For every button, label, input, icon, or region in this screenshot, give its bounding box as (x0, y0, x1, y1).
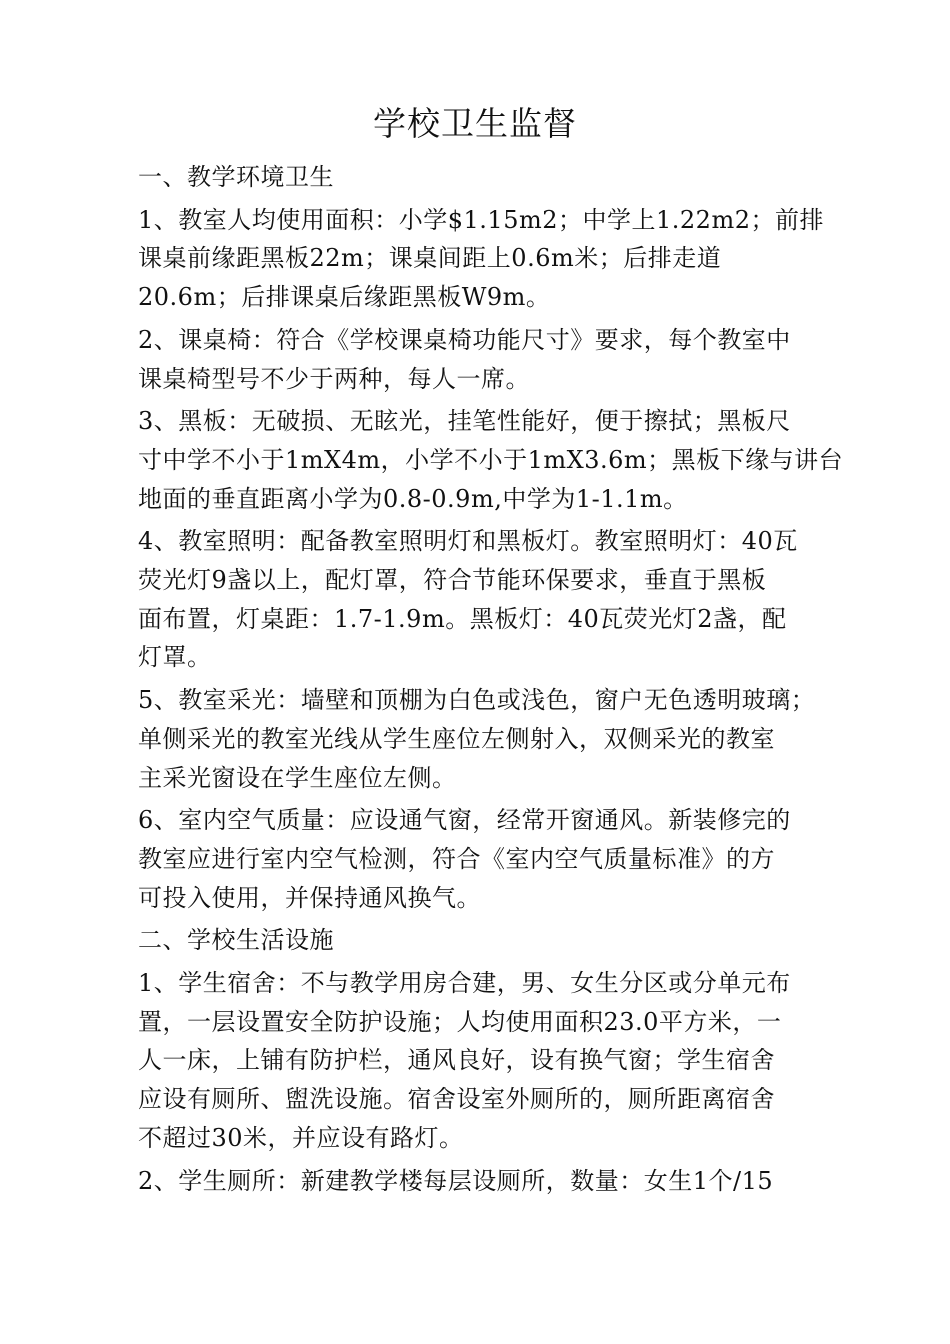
paragraph-line: 课桌椅型号不少于两种，每人一席。 (138, 364, 530, 393)
paragraph (138, 522, 828, 677)
document-body (138, 158, 844, 1204)
section-heading: 二、学校生活设施 (138, 926, 334, 955)
paragraph-line: 6、室内空气质量：应设通气窗，经常开窗通风。新装修完的 (138, 806, 791, 835)
paragraph-line: 可投入使用，并保持通风换气。 (138, 883, 481, 912)
paragraph-line: 主采光窗设在学生座位左侧。 (138, 763, 457, 792)
paragraph-line: 1、教室人均使用面积：小学$1.15m2；中学上1.22m2；前排 (138, 205, 824, 234)
paragraph-line: 3、黑板：无破损、无眩光，挂笔性能好，便于擦拭；黑板尺 (138, 407, 791, 436)
paragraph-line: 1、学生宿舍：不与教学用房合建，男、女生分区或分单元布 (138, 969, 791, 998)
paragraph (138, 321, 828, 398)
paragraph-line: 面布置，灯桌距：1.7-1.9m。黑板灯：40瓦荧光灯2盏，配 (138, 604, 787, 633)
paragraph-line: 课桌前缘距黑板22m；课桌间距上0.6m米；后排走道 (138, 244, 722, 273)
paragraph (138, 1162, 828, 1201)
paragraph-line: 5、教室采光：墙壁和顶棚为白色或浅色，窗户无色透明玻璃； (138, 686, 816, 715)
paragraph (138, 201, 828, 317)
paragraph-line: 灯罩。 (138, 643, 212, 672)
paragraph-line: 2、课桌椅：符合《学校课桌椅功能尺寸》要求，每个教室中 (138, 325, 791, 354)
paragraph-line: 4、教室照明：配备教室照明灯和黑板灯。教室照明灯：40瓦 (138, 527, 798, 556)
paragraph (138, 402, 844, 518)
paragraph-line: 不超过30米，并应设有路灯。 (138, 1123, 464, 1152)
paragraph (138, 964, 828, 1158)
paragraph-line: 单侧采光的教室光线从学生座位左侧射入，双侧采光的教室 (138, 724, 775, 753)
paragraph (138, 681, 828, 797)
paragraph-line: 寸中学不小于1mX4m，小学不小于1mX3.6m；黑板下缘与讲台 (138, 445, 844, 474)
section-heading: 一、教学环境卫生 (138, 163, 334, 191)
paragraph-line: 荧光灯9盏以上，配灯罩，符合节能环保要求，垂直于黑板 (138, 566, 767, 595)
paragraph-line: 应设有厕所、盥洗设施。宿舍设室外厕所的，厕所距离宿舍 (138, 1085, 775, 1114)
paragraph-line: 地面的垂直距离小学为0.8-0.9m,中学为1-1.1m。 (138, 484, 688, 513)
paragraph-line: 教室应进行室内空气检测，符合《室内空气质量标准》的方 (138, 844, 775, 873)
paragraph (138, 801, 828, 917)
paragraph-line: 2、学生厕所：新建教学楼每层设厕所，数量：女生1个/15 (138, 1166, 774, 1195)
document-title: 学校卫生监督 (373, 104, 577, 143)
paragraph-line: 人一床，上铺有防护栏，通风良好，设有换气窗；学生宿舍 (138, 1046, 775, 1075)
paragraph-line: 置，一层设置安全防护设施；人均使用面积23.0平方米，一 (138, 1007, 782, 1036)
paragraph-line: 20.6m；后排课桌后缘距黑板W9m。 (138, 283, 551, 312)
